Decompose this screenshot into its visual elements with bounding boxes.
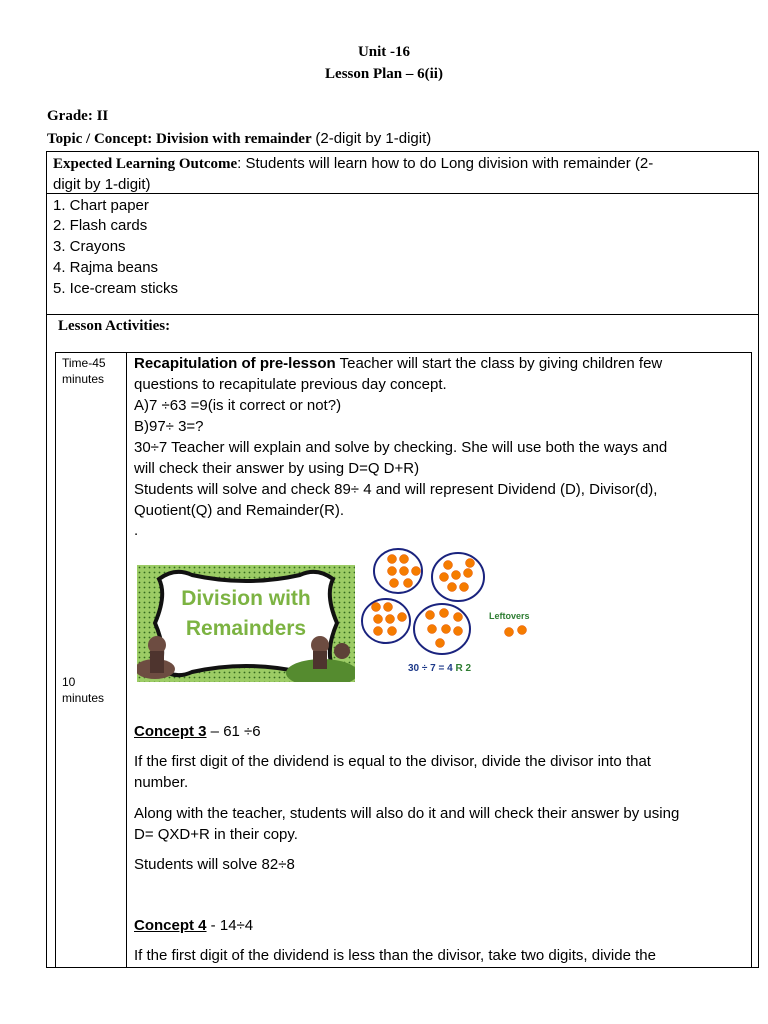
divider-outcome [46,193,759,194]
divider-materials [46,314,759,315]
recap-line: B)97÷ 3=? [134,418,204,435]
outcome-line-1 [53,155,653,173]
banner-title-1: Division with [181,587,311,610]
recap-line: . [134,522,139,539]
recap-line: A)7 ÷63 =9(is it correct or not?) [134,397,342,414]
material-item: 5. Ice-cream sticks [53,280,179,297]
concept4-heading: Concept 4 [134,917,207,934]
grade-label: Grade: [47,108,93,124]
recap-line: 30÷7 Teacher will explain and solve by checking. She will use both the ways and [134,439,668,456]
lesson-plan-title: Lesson Plan – 6(ii) [325,66,443,82]
recap-text: Teacher will start the class by giving children few [335,355,663,372]
concept4-expr: - 14÷4 [206,917,254,934]
time-label-1b: minutes [62,372,105,386]
concept3-text: Along with the teacher, students will also do it and will check their answer by using [134,805,680,822]
recap-line: Quotient(Q) and Remainder(R). [134,502,345,519]
time-column-divider [126,352,127,968]
material-item: 2. Flash cards [53,217,148,234]
concept3-text: Students will solve 82÷8 [134,856,295,873]
grade-value: II [96,108,109,124]
recap-line: will check their answer by using D=Q D+R) [134,460,420,477]
division-remainders-banner [137,565,355,682]
outcome-label: Expected Learning Outcome [53,156,238,172]
time-label-2b: minutes [62,691,105,705]
recap-line-1 [134,355,662,372]
grouping-diagram [360,545,540,685]
time-label-1: Time-45 [62,356,106,370]
concept3-heading: Concept 3 [134,723,207,740]
outcome-line-2: digit by 1-digit) [53,176,151,193]
equation-label [408,663,471,674]
outcome-text-1: : Students will learn how to do Long division with remainder (2- [237,155,654,172]
leftovers-label: Leftovers [489,611,530,621]
topic-value: Division with remainder [156,131,312,147]
concept3-text: D= QXD+R in their copy. [134,826,298,843]
recap-heading: Recapitulation of pre-lesson [134,355,336,372]
concept4-heading-line [134,917,253,934]
banner-title-2: Remainders [185,617,307,640]
grade-line [47,108,108,125]
material-item: 1. Chart paper [53,197,149,214]
concept3-heading-line [134,723,261,740]
recap-line: questions to recapitulate previous day concept. [134,376,447,393]
material-item: 4. Rajma beans [53,259,159,276]
time-label-2: 10 [62,675,76,689]
topic-line [47,130,431,148]
recap-line: Students will solve and check 89÷ 4 and will represent Dividend (D), Divisor(d), [134,481,658,498]
concept4-text: If the first digit of the dividend is less than the divisor, take two digits, divide the [134,947,656,964]
concept3-expr: – 61 ÷6 [206,723,261,740]
unit-title: Unit -16 [357,44,411,60]
topic-label: Topic / Concept: [47,131,153,147]
equation-main: 30 ÷ 7 = 4 [408,663,453,674]
material-item: 3. Crayons [53,238,126,255]
lesson-activities-label: Lesson Activities: [58,318,171,334]
topic-suffix: (2-digit by 1-digit) [315,130,432,147]
concept3-text: If the first digit of the dividend is equal to the divisor, divide the divisor into that [134,753,651,770]
equation-remainder: R 2 [455,663,472,674]
concept3-text: number. [134,774,189,791]
